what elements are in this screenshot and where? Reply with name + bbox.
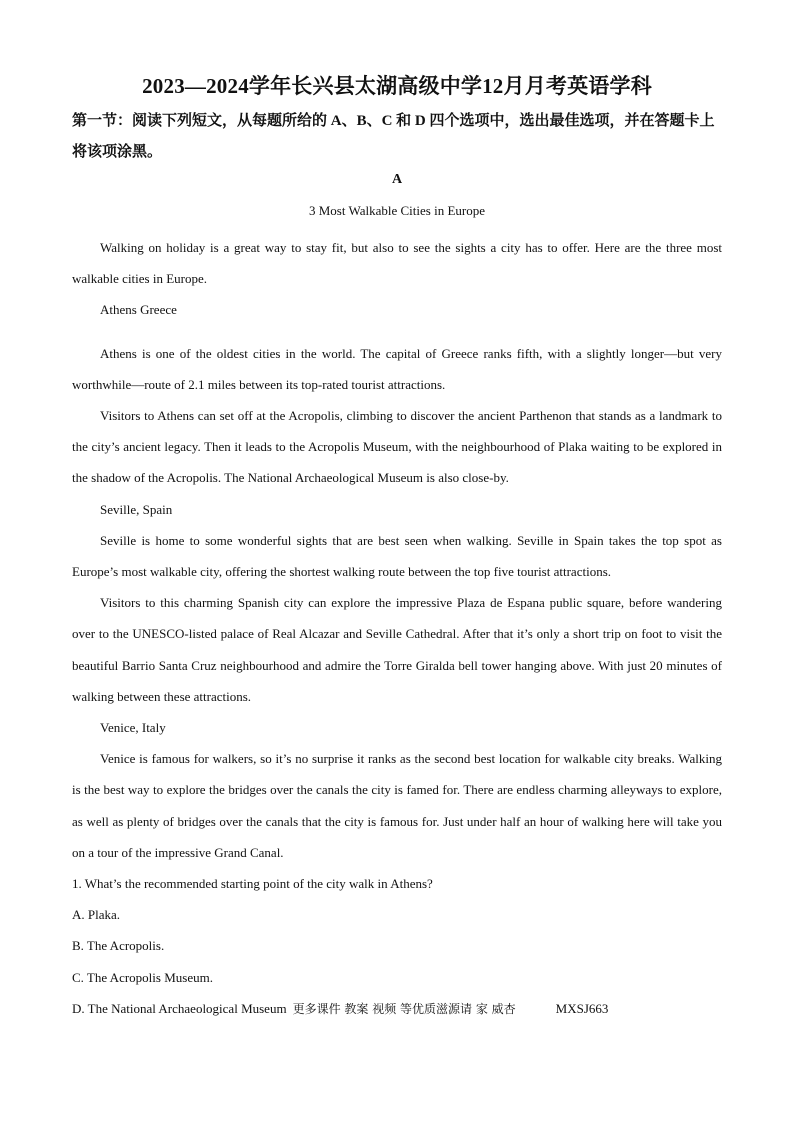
- passage-title: 3 Most Walkable Cities in Europe: [309, 203, 485, 218]
- option-a: A. Plaka.: [72, 907, 121, 923]
- watermark-text: 更多课件 教案 视频 等优质滋源请 家 威杏: [292, 1001, 516, 1016]
- question-stem: 1. What’s the recommended starting point of the city walk in Athens?: [72, 876, 433, 892]
- paragraph: Visitors to this charming Spanish city can explore the impressive Plaza de Espana public square, before wandering over to the UNESCO-listed palace of Real Alcazar and Seville Cathedral. After that it’s only a short trip on foot to visit the beautiful Barrio Santa Cruz neighbourhood and admire the Torre Giralda bell tower hanging above. With just 20 minutes of walking between these attractions.: [72, 595, 722, 704]
- paragraph: Athens is one of the oldest cities in the world. The capital of Greece ranks fifth, with a slightly longer—but very worthwhile—route of 2.1 miles between its top-rated tourist attractions.: [72, 345, 722, 392]
- city-heading-venice: Venice, Italy: [100, 720, 166, 736]
- document-title: 2023—2024学年长兴县太湖高级中学12月月考英语学科: [142, 74, 652, 98]
- spacer: [72, 326, 722, 338]
- passage-body: [72, 232, 722, 1025]
- option-b: B. The Acropolis.: [72, 938, 165, 954]
- intro-paragraph: Walking on holiday is a great way to stay fit, but also to see the sights a city has to offer. Here are the three most walkable cities in Europe.: [72, 240, 722, 287]
- option-c: C. The Acropolis Museum.: [72, 969, 213, 985]
- paragraph: Venice is famous for walkers, so it’s no surprise it ranks as the second best location for walkable city breaks. Walking is the best way to explore the bridges over the canals the city is famed for. There are endless charming alleyways to explore, as well as plenty of bridges over the canals that the city is famous for. Just under half an hour of walking here will take you on a tour of the impressive Grand Canal.: [72, 751, 722, 860]
- watermark-code: MXSJ663: [555, 1000, 609, 1016]
- option-d-row: [72, 993, 722, 1025]
- city-heading-seville: Seville, Spain: [100, 501, 173, 517]
- city-heading-athens: Athens Greece: [100, 302, 177, 318]
- section-instruction: 第一节：阅读下列短文，从每题所给的 A、B、C 和 D 四个选项中，选出最佳选项，并在答题卡上将该项涂黑。: [72, 113, 715, 160]
- paragraph: Visitors to Athens can set off at the Acropolis, climbing to discover the ancient Parthenon that stands as a landmark to the city’s ancient legacy. Then it leads to the Acropolis Museum, with the neighbourhood of Plaka waiting to be explored in the shadow of the Acropolis. The National Archaeological Museum is also close-by.: [72, 408, 722, 486]
- paragraph: Seville is home to some wonderful sights that are best seen when walking. Seville in Spain takes the top spot as Europe’s most walkable city, offering the shortest walking route between the top five tourist attractions.: [72, 532, 722, 580]
- option-d: D. The National Archaeological Museum: [72, 1000, 287, 1016]
- passage-label: A: [391, 172, 403, 187]
